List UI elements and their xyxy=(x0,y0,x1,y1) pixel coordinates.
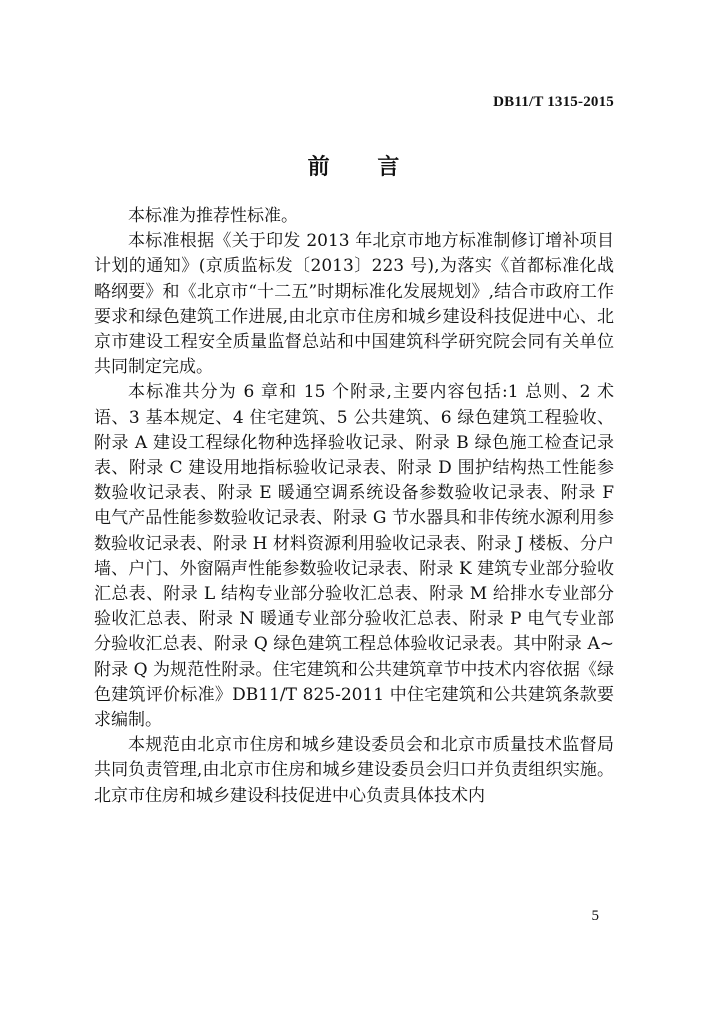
page-title: 前 言 xyxy=(307,155,420,180)
standard-code: DB11/T 1315-2015 xyxy=(493,94,614,110)
paragraph-4: 本规范由北京市住房和城乡建设委员会和北京市质量技术监督局共同负责管理,由北京市住房和城乡建设委员会归口并负责组织实施。北京市住房和城乡建设科技促进中心负责具体技术内 xyxy=(94,735,614,806)
paragraph-2: 本标准根据《关于印发 2013 年北京市地方标准制修订增补项目计划的通知》(京质监标发〔2013〕223 号),为落实《首都标准化战略纲要》和《北京市“十二五”时期标准化发展规划》,结合市政府工作要求和绿色建筑工作进展,由北京市住房和城乡建设科技促进中心、北京市建设工程安全质量监督总站和中国建筑科学研究院会同有关单位共同制定完成。 xyxy=(94,231,614,378)
paragraph-3: 本标准共分为 6 章和 15 个附录,主要内容包括:1 总则、2 术语、3 基本规定、4 住宅建筑、5 公共建筑、6 绿色建筑工程验收、附录 A 建设工程绿化物种选择验收记录、附录 B 绿色施工检查记录表、附录 C 建设用地指标验收记录表、附录 D 围护结构热工性能参数验收记录表、附录 E 暖通空调系统设备参数验收记录表、附录 F 电气产品性能参数验收记录表、附录 G 节水器具和非传统水源利用参数验收记录表、附录 H 材料资源利用验收记录表、附录 J 楼板、分户墙、户门、外窗隔声性能参数验收记录表、附录 K 建筑专业部分验收汇总表、附录 L 结构专业部分验收汇总表、附录 M 给排水专业部分验收汇总表、附录 N 暖通专业部分验收汇总表、附录 P 电气专业部分验收汇总表、附录 Q 绿色建筑工程总体验收记录表。其中附录 A~附录 Q 为规范性附录。住宅建筑和公共建筑章节中技术内容依据《绿色建筑评价标准》DB11/T 825-2011 中住宅建筑和公共建筑条款要求编制。 xyxy=(94,382,614,731)
paragraph-1: 本标准为推荐性标准。 xyxy=(128,206,298,226)
body-text xyxy=(94,204,614,809)
page-number: 5 xyxy=(591,908,599,924)
